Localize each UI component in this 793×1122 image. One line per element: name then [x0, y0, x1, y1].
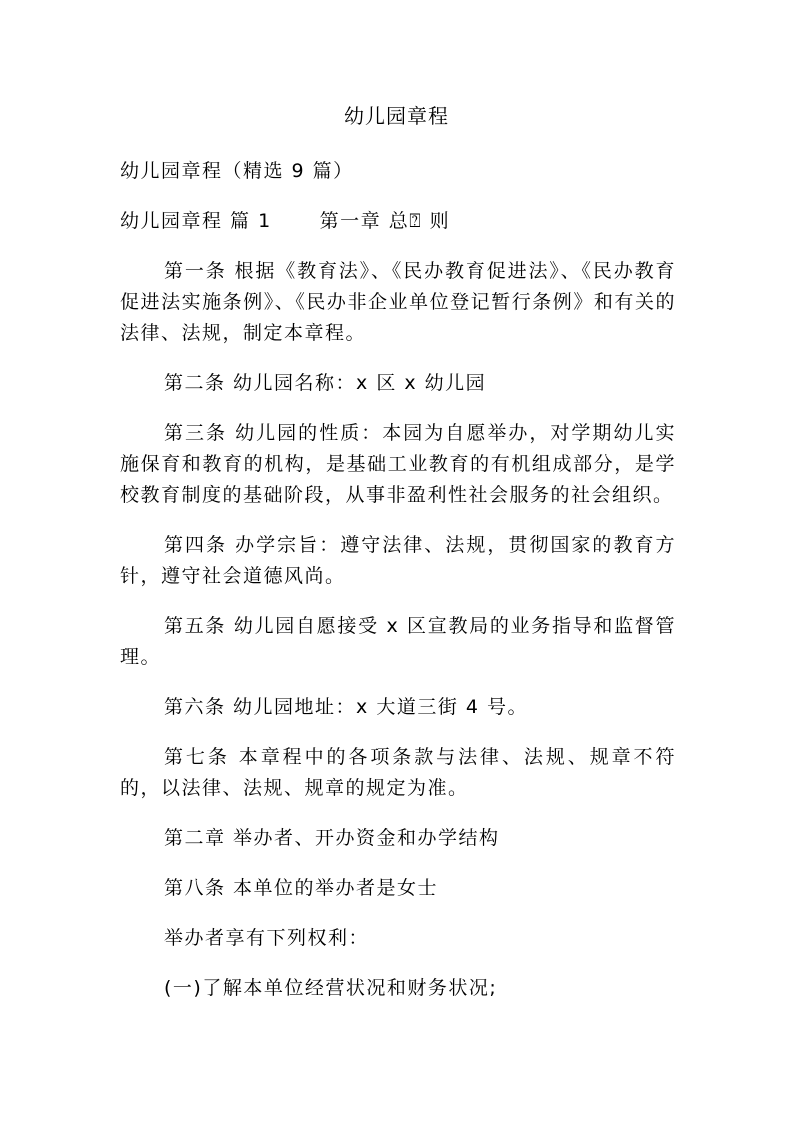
paragraph-article-3: 第三条 幼儿园的性质：本园为自愿举办，对学期幼儿实施保育和教育的机构，是基础工业教育的有机组成部分，是学校教育制度的基础阶段，从事非盈利性社会服务的社会组织。 [120, 422, 676, 506]
document-body [120, 156, 676, 1023]
chapter-heading: 第一章 总⍰ 则 [319, 210, 451, 232]
document-subtitle: 幼儿园章程（精选 9 篇） [120, 160, 354, 182]
paragraph-article-6: 第六条 幼儿园地址：x 大道三街 4 号。 [164, 696, 528, 718]
paragraph-article-8: 第八条 本单位的举办者是女士 [164, 877, 439, 899]
chapter-2-heading: 第二章 举办者、开办资金和办学结构 [164, 827, 500, 849]
paragraph-article-2: 第二条 幼儿园名称：x 区 x 幼儿园 [164, 372, 487, 394]
paragraph-article-4: 第四条 办学宗旨：遵守法律、法规，贯彻国家的教育方针，遵守社会道德风尚。 [120, 534, 676, 587]
section-part-label: 幼儿园章程 篇 1 [120, 210, 272, 232]
paragraph-right-1: (一)了解本单位经营状况和财务状况; [164, 977, 498, 999]
section-heading [120, 206, 676, 237]
paragraph-article-5: 第五条 幼儿园自愿接受 x 区宣教局的业务指导和监督管理。 [120, 615, 676, 668]
paragraph-article-7: 第七条 本章程中的各项条款与法律、法规、规章不符的，以法律、法规、规章的规定为准。 [120, 746, 676, 799]
paragraph-founder-rights-intro: 举办者享有下列权利： [164, 927, 370, 949]
paragraph-article-1: 第一条 根据《教育法》、《民办教育促进法》、《民办教育促进法实施条例》、《民办非企业单位登记暂行条例》和有关的法律、法规，制定本章程。 [120, 260, 676, 344]
document-title: 幼儿园章程 [344, 104, 449, 128]
